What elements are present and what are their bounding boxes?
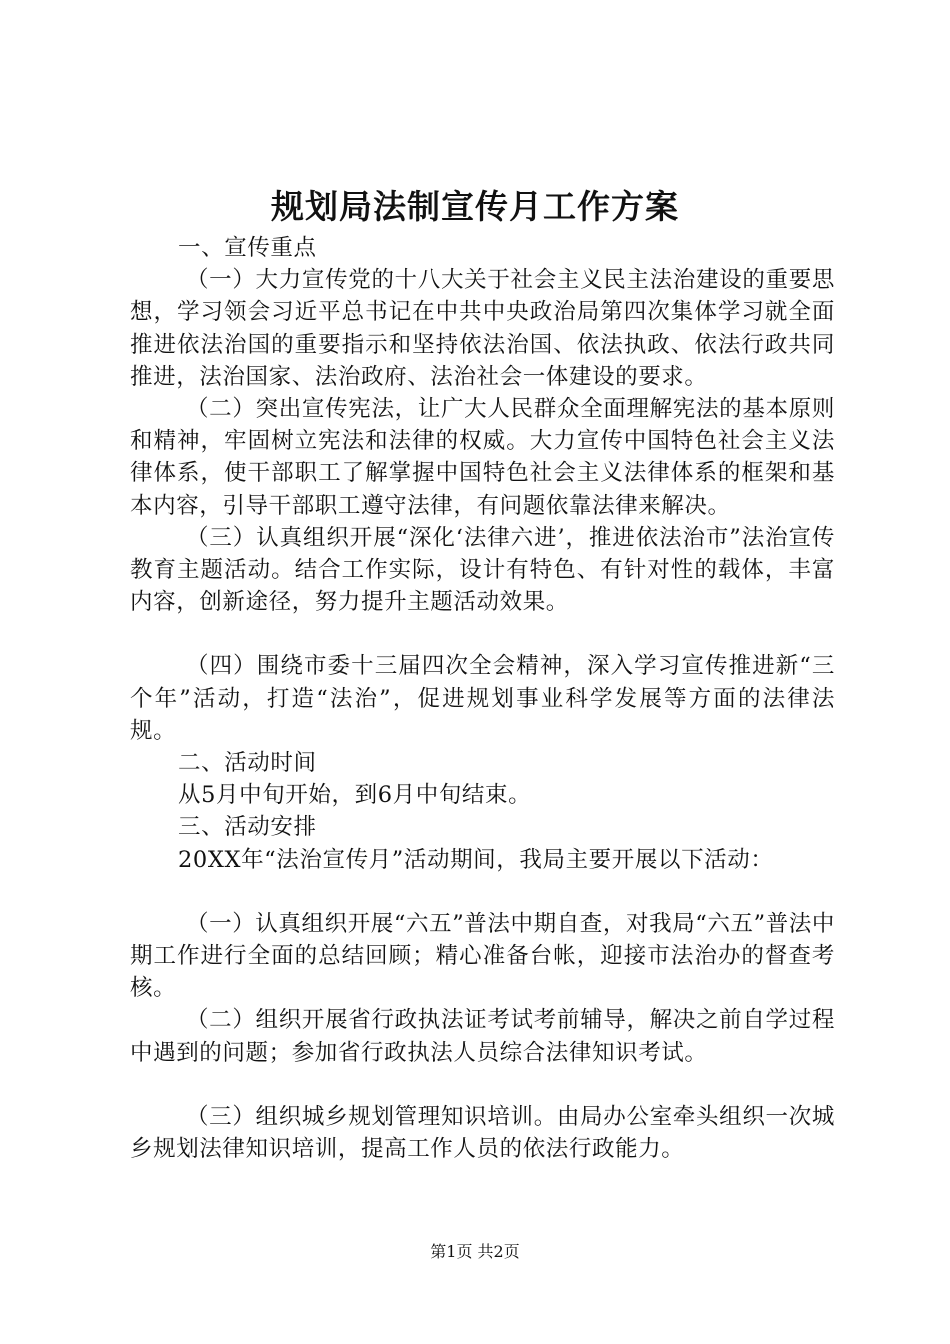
document-title: 规划局法制宣传月工作方案 [271, 187, 679, 226]
paragraph: （三）组织城乡规划管理知识培训。由局办公室牵头组织一次城乡规划法律知识培训，提高工作人员的依法行政能力。 [130, 1103, 835, 1163]
document-body [130, 232, 835, 1165]
paragraph: （二）组织开展省行政执法证考试考前辅导，解决之前自学过程中遇到的问题；参加省行政执法人员综合法律知识考试。 [130, 1007, 835, 1066]
page-footer: 第1页 共2页 [430, 1242, 520, 1261]
paragraph: 20XX年“法治宣传月”活动期间，我局主要开展以下活动： [178, 846, 774, 873]
paragraph: （四）围绕市委十三届四次全会精神，深入学习宣传推进新“三个年”活动，打造“法治”，促进规划事业科学发展等方面的法律法规。 [130, 653, 835, 744]
section-heading: 一、宣传重点 [178, 235, 317, 261]
paragraph: （二）突出宣传宪法，让广大人民群众全面理解宪法的基本原则和精神，牢固树立宪法和法律的权威。大力宣传中国特色社会主义法律体系，使干部职工了解掌握中国特色社会主义法律体系的框架和基本内容，引导干部职工遵守法律，有问题依靠法律来解决。 [130, 396, 835, 519]
paragraph: （一）认真组织开展“六五”普法中期自查，对我局“六五”普法中期工作进行全面的总结回顾；精心准备台帐，迎接市法治办的督查考核。 [130, 910, 836, 1002]
paragraph: （一）大力宣传党的十八大关于社会主义民主法治建设的重要思想，学习领会习近平总书记在中共中央政治局第四次集体学习就全面推进依法治国的重要指示和坚持依法治国、依法执政、依法行政共同推进，法治国家、法治政府、法治社会一体建设的要求。 [130, 267, 835, 390]
paragraph: （三）认真组织开展“深化‘法律六进’，推进依法治市”法治宣传教育主题活动。结合工作实际，设计有特色、有针对性的载体，丰富内容，创新途径，努力提升主题活动效果。 [130, 524, 835, 616]
paragraph: 从5月中旬开始，到6月中旬结束。 [178, 782, 532, 809]
section-heading: 二、活动时间 [178, 750, 317, 777]
section-heading: 三、活动安排 [178, 814, 317, 841]
